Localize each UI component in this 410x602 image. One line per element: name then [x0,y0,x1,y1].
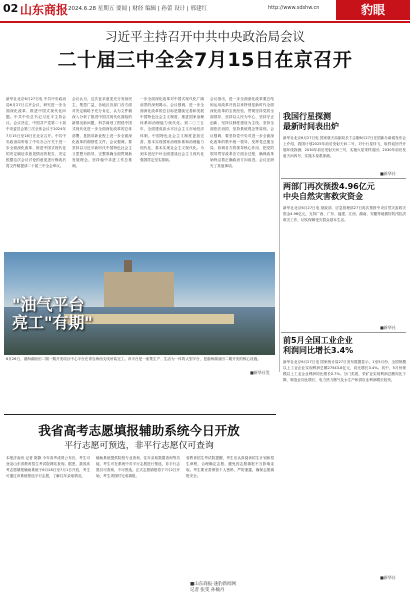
page-number: 02 [3,2,19,15]
photo-caption: 6月26日，渤海湖油田二期一期开发项目中心平台在青岛海西支线吊装完工。该平台是一座集生产、生活为一体的大型平台，是渤海湖油田二期开发的核心设施。 [6,357,261,361]
sidebar-story1-headline [283,112,339,132]
sidebar-rule-1 [281,178,406,179]
oil-platform-photo [4,252,275,355]
sidebar-story3-credit: ■新华社 [380,575,396,580]
brand-logo: 豹眼 [336,0,410,20]
lead-column-4: 会议指出，进一步全面深化改革要总结和运用改革开放以来特别是新时代全面深化改革的宝贵经验，贯彻坚持党的全面领导、坚持以人民为中心、坚持守正创新、坚持以制度建设为主线、坚持全面依法治国、坚持系统观念等原则。会议强调，要坚持党中央对进一步全面深化改革的集中统一领导，发挥党总揽全局、协调各方的领导核心作用，把党的领导贯穿改革各方面全过程，确保改革始终沿着正确政治方向前进。会议还研究了其他事项。 [210,97,274,169]
sidebar-story1-headline-line1: 我国行星探测 [283,112,331,121]
second-headline: 我省高考志愿填报辅助系统今日开放 [38,423,240,438]
second-column-1: 本报济南讯 记者 陈静 今年高考成绩公布后，考生可登录山东省教育招生考试院网站查询。据悉，我省高考志愿填报辅助系统于6月28日至7月1日开放，考生可通过该系统预选平行志愿，了解往年录取情况。 [6,456,90,479]
photo-overlay-title [12,296,93,332]
sidebar-rule-2 [281,332,406,333]
section-title: 山东商报 [20,3,69,17]
lead-headline: 二十届三中全会7月15日在京召开 [57,49,353,71]
sidebar-divider [279,112,280,372]
sidebar-story2-credit: ■新华社 [380,325,396,330]
header-rule [0,21,410,23]
lead-column-2: 会议认为，这次征求意见充分发扬民主，集思广益，各地区各部门各方面对决定稿给予充分肯定，认为文件稿深入分析了推进中国式现代化面临的新情况新问题，科学谋划了围绕中国式现代化进一步全面深化改革的总体部署，是指导新征程上进一步全面深化改革的纲领性文件。会议强调，要坚持以习近平新时代中国特色社会主义思想为指导，完整准确全面贯彻新发展理念，坚持稳中求进工作总基调。 [72,97,132,169]
sidebar-story1-headline-line2: 最新时间表出炉 [283,122,339,131]
sidebar-story1-body: 新华社北京6月27日电 国家航天局副局长卞志刚6月27日在国新办新闻发布会上介绍，我国计划2025年前后发射天问二号，对小行星伴飞、取样返回并开展环绕探测；2030年前后发射天问三号，实施火星采样返回；2030年前后发射天问四号，实施木星系探测。 [283,136,406,159]
lead-column-3: 一步全面深化改革对中国式现代化广阔前景的深刻揭示。会议强调，进一步全面深化改革的总目标是继续完善和发展中国特色社会主义制度，推进国家治理体系和治理能力现代化。到二〇三五年，全面建成高水平社会主义市场经济体制，中国特色社会主义制度更加完善，基本实现国家治理体系和治理能力现代化，基本实现社会主义现代化。为到本世纪中叶全面建成社会主义现代化强国奠定坚实基础。 [140,97,204,162]
sidebar-story2-headline-line1: 两部门再次预拨4.96亿元 [283,182,375,191]
photo-overlay-line-2: 亮工"有期" [12,313,93,332]
sidebar-story3-headline [283,336,353,356]
second-story-rule [4,414,276,415]
sidebar-story2-body: 新华社北京6月27日电 财政部、应急管理部27日再次预拨中央自然灾害救灾资金4.96亿元，支持广西、广东、福建、江西、湖南、安徽等地做好防汛抗洪救灾工作，切实保障受灾群众基本生活。 [283,206,406,223]
second-column-2: 辅助系统提供院校专业查询、往年录取数据查询等功能，考生可在系统中对平行志愿进行预选，非平行志愿仅可查询，不可预选。正式志愿填报将于7月2日开始，考生须按时完成填报。 [96,456,180,479]
sidebar-story2-headline [283,182,375,202]
sidebar-story3-body: 新华社北京6月27日电 国家统计局27日发布数据显示，1至5月份，全国规模以上工业企业实现利润总额27543.8亿元，同比增长3.4%。其中，5月份规模以上工业企业利润同比增长0.7%。分门类看，采矿业实现利润总额同比下降，制造业同比增长，电力热力燃气及水生产和供应业利润增长较快。 [283,360,406,383]
lead-column-1: 新华社北京6月27日电 中共中央政治局6月27日召开会议，研究进一步全面深化改革、推进中国式现代化问题。中共中央总书记习近平主持会议。会议决定，中国共产党第二十届中央委员会第三次全体会议于2024年7月15日至18日在北京召开。中共中央政治局听取了中央办公厅关于进一步全面深化改革、推进中国式现代化的决定稿征求意见情况的报告，决定根据这次会议讨论的意见进行修改后将文件稿提请二十届三中全会审议。 [6,97,66,169]
second-subhead: 平行志愿可预选，非平行志愿仅可查询 [64,441,214,451]
page-header [0,0,410,22]
sidebar-story2-headline-line2: 中央自然灾害救灾资金 [283,192,363,201]
lead-kicker: 习近平主持召开中共中央政治局会议 [104,29,305,44]
footer-editor: 记者 张雯 孙楠丹 [190,588,225,593]
sidebar-story3-headline-line1: 前5月全国工业企业 [283,336,353,345]
site-url[interactable]: http://www.sdshw.cn [268,5,320,11]
photo-overlay-line-1: "油气平台 [12,295,85,314]
page-footer [190,582,280,594]
sidebar-story1-credit: ■新华社 [380,171,396,176]
second-column-3: 省教育招生考试院提醒，考生应认真阅读招生计划和招生章程，合理确定志愿，避免因志愿填报不当影响录取。考生要妥善保管个人密码，严防泄露，确保志愿填报安全。 [186,456,274,479]
footer-credit: ■山东商报·速豹新闻网 [190,582,237,587]
photo-credit: ■新华社发 [250,370,270,375]
sidebar-story3-headline-line2: 利润同比增长3.4% [283,346,354,355]
issue-meta: 2024.6.28 星期五 要闻 | 财经 编辑 | 孙蕾 设计 | 邢建红 [68,6,208,12]
